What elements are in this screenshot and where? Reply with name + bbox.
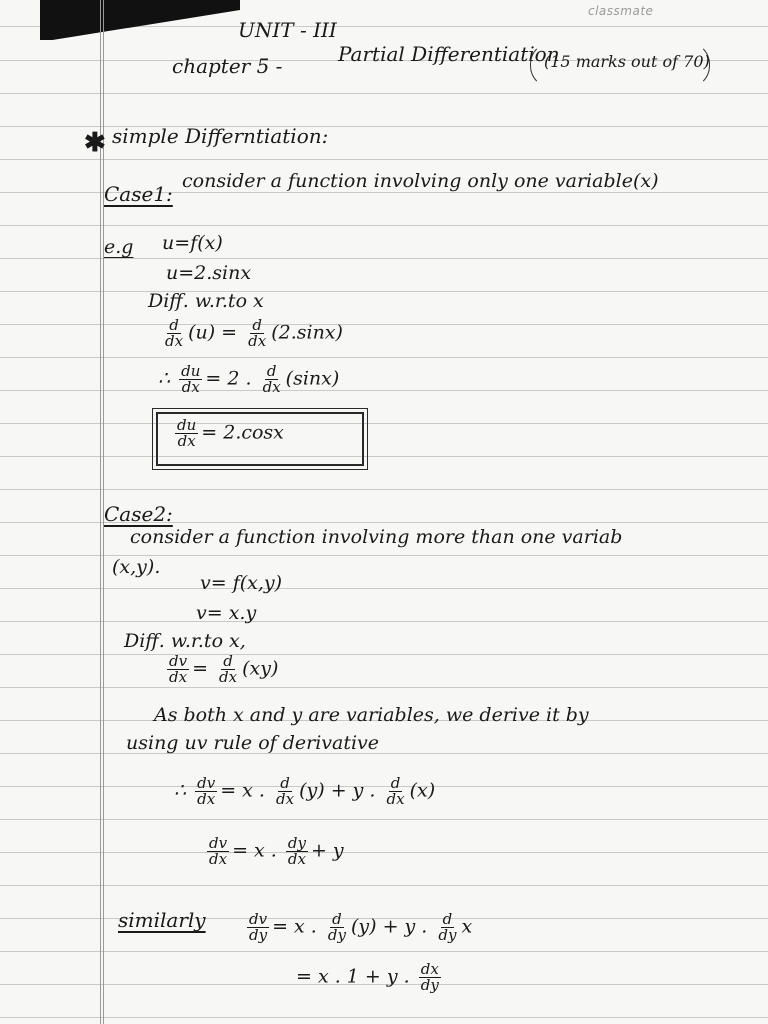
fraction: $\frac{d}{dx}$ bbox=[386, 774, 405, 808]
fraction: $\frac{d}{dx}$ bbox=[276, 774, 295, 808]
marks-note: (15 marks out of 70) bbox=[544, 52, 710, 71]
case1-label: Case1: bbox=[104, 182, 173, 206]
fraction: $\frac{du}{dx}$ bbox=[177, 416, 197, 450]
fraction: $\frac{dv}{dx}$ bbox=[169, 652, 188, 686]
case2-step5: = x . 1 + y . $\frac{dx}{dy}$ bbox=[296, 960, 439, 994]
fraction: $\frac{d}{dx}$ bbox=[262, 362, 281, 396]
section-title: simple Differntiation: bbox=[112, 124, 329, 148]
case1-eq1: u=f(x) bbox=[162, 232, 223, 254]
unit-heading: UNIT - III bbox=[238, 18, 337, 42]
case1-eq2: u=2.sinx bbox=[166, 262, 252, 284]
case1-step2: ∴ $\frac{du}{dx}$ = 2 . $\frac{d}{dx}$ (sinx) bbox=[158, 362, 340, 396]
case2-label: Case2: bbox=[104, 502, 173, 526]
star-icon: ✱ bbox=[84, 128, 106, 158]
case2-line2: (x,y). bbox=[112, 556, 161, 578]
chapter-label: chapter 5 - bbox=[172, 54, 283, 78]
case2-eq2: v= x.y bbox=[196, 602, 257, 624]
case2-line1: consider a function involving more than one variab bbox=[130, 526, 623, 548]
fraction: $\frac{d}{dy}$ bbox=[327, 910, 346, 944]
similarly-label: similarly bbox=[118, 908, 206, 932]
fraction: $\frac{dv}{dx}$ bbox=[209, 834, 228, 868]
case1-text: consider a function involving only one variable(x) bbox=[182, 170, 659, 192]
fraction: $\frac{d}{dx}$ bbox=[219, 652, 238, 686]
brand-logo: classmate bbox=[588, 4, 654, 18]
case2-step1: $\frac{dv}{dx}$ = $\frac{d}{dx}$ (xy) bbox=[169, 652, 279, 686]
case2-eq1: v= f(x,y) bbox=[200, 572, 283, 594]
case1-step1: $\frac{d}{dx}$ (u) = $\frac{d}{dx}$ (2.sinx) bbox=[165, 316, 343, 350]
fraction: $\frac{du}{dx}$ bbox=[181, 362, 201, 396]
fraction: $\frac{d}{dx}$ bbox=[165, 316, 184, 350]
case1-eg-label: e.g bbox=[104, 236, 134, 258]
fraction: $\frac{dv}{dx}$ bbox=[197, 774, 216, 808]
case1-diff-line: Diff. w.r.to x bbox=[148, 290, 264, 312]
case2-note1: As both x and y are variables, we derive it by bbox=[154, 704, 589, 726]
fraction: $\frac{dx}{dy}$ bbox=[420, 960, 439, 994]
fraction: $\frac{d}{dx}$ bbox=[248, 316, 267, 350]
fraction: $\frac{dy}{dx}$ bbox=[287, 834, 306, 868]
case1-result: $\frac{du}{dx}$ = 2.cosx bbox=[177, 416, 284, 450]
case2-step3: $\frac{dv}{dx}$ = x . $\frac{dy}{dx}$ + y bbox=[209, 834, 344, 868]
chapter-title: Partial Differentiation bbox=[338, 42, 560, 66]
case2-step2: ∴ $\frac{dv}{dx}$ = x . $\frac{d}{dx}$ (y) + y . $\frac{d}{dx}$ (x) bbox=[174, 774, 436, 808]
fraction: $\frac{d}{dy}$ bbox=[438, 910, 457, 944]
fraction: $\frac{dv}{dy}$ bbox=[249, 910, 268, 944]
case2-note2: using uv rule of derivative bbox=[126, 732, 380, 754]
case2-diff-line: Diff. w.r.to x, bbox=[124, 630, 246, 652]
case2-step4: $\frac{dv}{dy}$ = x . $\frac{d}{dy}$ (y) + y . $\frac{d}{dy}$ x bbox=[249, 910, 473, 944]
